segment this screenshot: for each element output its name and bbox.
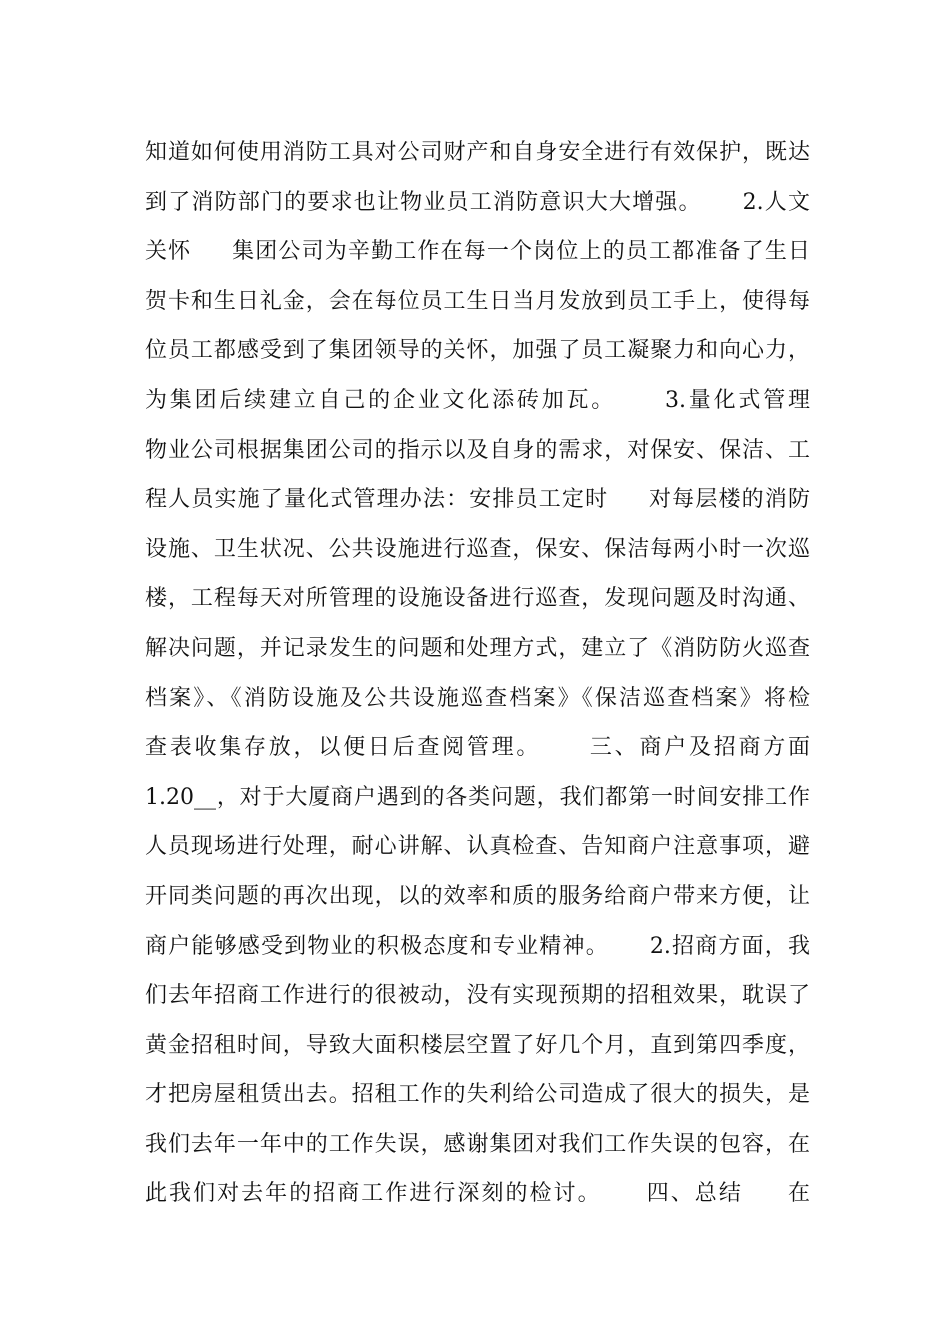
text-line: 贺卡和生日礼金，会在每位员工生日当月发放到员工手上，使得每 <box>145 288 810 314</box>
text-line: 物业公司根据集团公司的指示以及自身的需求，对保安、保洁、工 <box>145 437 810 463</box>
text-line: 开同类问题的再次出现，以的效率和质的服务给商户带来方便，让 <box>145 883 810 909</box>
text-line: 才把房屋租赁出去。招租工作的失利给公司造成了很大的损失，是 <box>145 1082 810 1108</box>
text-line: 此我们对去年的招商工作进行深刻的检讨。 四、总结 在 <box>145 1181 810 1207</box>
body-text <box>145 128 810 1219</box>
text-line: 1.20__，对于大厦商户遇到的各类问题，我们都第一时间安排工作 <box>145 784 810 810</box>
text-line: 程人员实施了量化式管理办法：安排员工定时 对每层楼的消防 <box>145 487 810 513</box>
text-line: 知道如何使用消防工具对公司财产和自身安全进行有效保护，既达 <box>145 140 810 165</box>
text-line: 到了消防部门的要求也让物业员工消防意识大大增强。 2.人文 <box>145 189 810 215</box>
text-line: 位员工都感受到了集团领导的关怀，加强了员工凝聚力和向心力， <box>145 338 810 364</box>
text-line: 查表收集存放，以便日后查阅管理。 三、商户及招商方面 <box>145 735 810 761</box>
text-line: 解决问题，并记录发生的问题和处理方式，建立了《消防防火巡查 <box>145 635 810 661</box>
text-line: 关怀 集团公司为辛勤工作在每一个岗位上的员工都准备了生日 <box>145 239 810 265</box>
text-line: 档案》、《消防设施及公共设施巡查档案》《保洁巡查档案》将检 <box>145 685 810 711</box>
text-line: 我们去年一年中的工作失误，感谢集团对我们工作失误的包容，在 <box>145 1131 810 1157</box>
text-line: 楼，工程每天对所管理的设施设备进行巡查，发现问题及时沟通、 <box>145 586 810 612</box>
text-line: 人员现场进行处理，耐心讲解、认真检查、告知商户注意事项，避 <box>145 834 810 860</box>
text-line: 设施、卫生状况、公共设施进行巡查，保安、保洁每两小时一次巡 <box>145 536 810 562</box>
text-line: 为集团后续建立自己的企业文化添砖加瓦。 3.量化式管理 <box>145 387 810 413</box>
text-line: 黄金招租时间，导致大面积楼层空置了好几个月，直到第四季度， <box>145 1032 810 1058</box>
text-line: 商户能够感受到物业的积极态度和专业精神。 2.招商方面，我 <box>145 933 810 959</box>
text-line: 们去年招商工作进行的很被动，没有实现预期的招租效果，耽误了 <box>145 983 810 1009</box>
